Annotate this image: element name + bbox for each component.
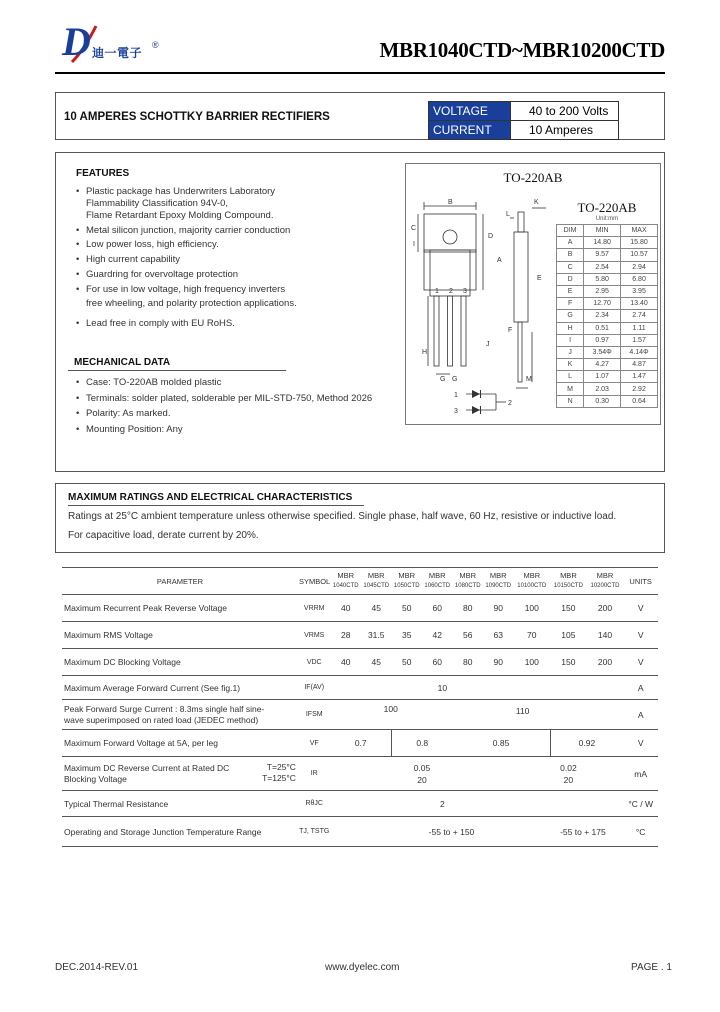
table-cell: 2.74 <box>621 310 658 322</box>
dim-label-a: A <box>497 257 502 264</box>
table-cell: 1.57 <box>621 334 658 346</box>
table-row <box>557 395 658 407</box>
row-value: 70 <box>513 622 550 649</box>
value-avg-forward: 10 <box>330 676 623 700</box>
table-cell: D <box>557 273 584 285</box>
row-value: 45 <box>361 649 392 676</box>
table-row <box>62 676 658 700</box>
row-value: 56 <box>452 622 483 649</box>
table-cell: C <box>557 261 584 273</box>
table-cell: 2.03 <box>584 383 621 395</box>
table-cell: G <box>557 310 584 322</box>
characteristics-table <box>62 567 658 847</box>
table-cell: I <box>557 334 584 346</box>
model-number: 1080CTD <box>454 583 481 589</box>
dim-label-f: F <box>508 327 513 334</box>
row-value: 50 <box>391 595 422 622</box>
ratings-title: MAXIMUM RATINGS AND ELECTRICAL CHARACTERISTICS <box>68 492 353 503</box>
table-cell: A <box>557 237 584 249</box>
row-unit: V <box>623 649 658 676</box>
dim-label-g2: G <box>452 376 458 383</box>
package-drawing <box>405 163 661 425</box>
row-value: 42 <box>422 622 453 649</box>
table-row <box>62 757 658 791</box>
table-cell: 13.40 <box>621 298 658 310</box>
value-surge-1: 100 <box>330 700 422 730</box>
table-row <box>557 261 658 273</box>
row-value: 100 <box>513 649 550 676</box>
value-vf-1: 0.7 <box>330 730 391 757</box>
header-units: UNITS <box>623 568 658 595</box>
document-title: MBR1040CTD~MBR10200CTD <box>379 38 665 62</box>
model-number: 10100CTD <box>517 583 547 589</box>
column-header: MAX <box>621 225 658 237</box>
row-value: 105 <box>550 622 587 649</box>
symbol-forward-voltage: VF <box>298 730 331 757</box>
table-row <box>557 249 658 261</box>
table-cell: 15.80 <box>621 237 658 249</box>
table-cell: 9.57 <box>584 249 621 261</box>
param-ir-line-2: Blocking Voltage <box>64 773 127 784</box>
list-item: • High current capability <box>74 254 374 266</box>
list-item: • Guardring for overvoltage protection <box>74 269 374 281</box>
row-value: 40 <box>330 595 361 622</box>
header-model <box>361 568 392 595</box>
row-value: 31.5 <box>361 622 392 649</box>
list-item: • Lead free in comply with EU RoHS. <box>74 318 374 330</box>
table-header-row <box>62 568 658 595</box>
table-row <box>557 371 658 383</box>
row-unit: V <box>623 595 658 622</box>
table-row <box>557 273 658 285</box>
table-cell: 4.14Φ <box>621 346 658 358</box>
table-cell: J <box>557 346 584 358</box>
value-surge-2: 110 <box>422 700 623 730</box>
header-model <box>587 568 624 595</box>
symbol-temperature-range: TJ, TSTG <box>298 817 331 847</box>
header-parameter: PARAMETER <box>62 568 298 595</box>
value-thermal-resistance: 2 <box>330 791 623 817</box>
pin-label-1: 1 <box>435 288 439 295</box>
dimension-unit: Unit:mm <box>595 216 619 222</box>
param-surge-line-1: Peak Forward Surge Current : 8.3ms single half sine- <box>64 703 265 714</box>
row-value: 140 <box>587 622 624 649</box>
ratings-note-2: For capacitive load, derate current by 20%. <box>68 530 259 541</box>
column-header: DIM <box>557 225 584 237</box>
model-number: 10150CTD <box>553 583 583 589</box>
model-number: 1050CTD <box>393 583 420 589</box>
table-cell: 0.64 <box>621 395 658 407</box>
dim-label-j: J <box>486 341 490 348</box>
model-number: 1090CTD <box>485 583 512 589</box>
symbol-reverse-current: IR <box>298 757 331 791</box>
table-cell: 2.95 <box>584 285 621 297</box>
footer-website: www.dyelec.com <box>325 962 400 973</box>
unit-reverse-current: mA <box>623 757 658 791</box>
row-value: 200 <box>587 595 624 622</box>
table-cell: 2.54 <box>584 261 621 273</box>
row-value: 35 <box>391 622 422 649</box>
value-ir-group-a <box>330 757 513 791</box>
table-header-row <box>557 225 658 237</box>
value-temp-2: -55 to + 175 <box>513 817 623 847</box>
current-value: 10 Amperes <box>511 121 619 140</box>
row-value: 45 <box>361 595 392 622</box>
table-cell: 1.07 <box>584 371 621 383</box>
value-temp-1: -55 to + 150 <box>330 817 513 847</box>
table-cell: 14.80 <box>584 237 621 249</box>
unit-thermal-resistance: °C / W <box>623 791 658 817</box>
table-row <box>557 285 658 297</box>
value-vf-3: 0.85 <box>452 730 550 757</box>
list-item: • Low power loss, high efficiency. <box>74 239 374 251</box>
package-title: TO-220AB <box>503 170 563 185</box>
header-model <box>550 568 587 595</box>
table-row <box>557 298 658 310</box>
symbol-surge: IFSM <box>298 700 331 730</box>
dim-label-m: M <box>526 376 532 383</box>
temp-condition-125: T=125°C <box>262 773 296 783</box>
list-item: • Metal silicon junction, majority carrier conduction <box>74 225 374 237</box>
row-symbol: VRRM <box>298 595 331 622</box>
table-cell: M <box>557 383 584 395</box>
dim-label-l: L <box>506 211 510 218</box>
table-cell: B <box>557 249 584 261</box>
param-thermal-resistance: Typical Thermal Resistance <box>62 791 298 817</box>
model-prefix: MBR <box>337 571 355 580</box>
ratings-note-1: Ratings at 25°C ambient temperature unless otherwise specified. Single phase, half wave, 60 Hz, resistive or inductive load. <box>68 511 617 522</box>
table-row <box>62 622 658 649</box>
header-divider <box>55 72 665 74</box>
table-cell: 5.80 <box>584 273 621 285</box>
list-item: • For use in low voltage, high frequency inverters <box>74 284 374 296</box>
row-value: 40 <box>330 649 361 676</box>
row-symbol: VDC <box>298 649 331 676</box>
dim-label-b: B <box>448 199 453 206</box>
table-cell: 3.54Φ <box>584 346 621 358</box>
list-item: free wheeling, and polarity protection applications. <box>86 298 297 310</box>
symbol-avg-forward: IF(AV) <box>298 676 331 700</box>
row-value: 90 <box>483 595 514 622</box>
dim-label-i: I <box>413 241 415 248</box>
table-row <box>62 791 658 817</box>
list-item: • Case: TO-220AB molded plastic <box>74 375 404 391</box>
dim-label-e: E <box>537 275 542 282</box>
dim-label-h: H <box>422 349 428 356</box>
voltage-value: 40 to 200 Volts <box>511 102 619 121</box>
diode-pin-2: 2 <box>508 400 512 407</box>
model-number: 1045CTD <box>363 583 390 589</box>
mechanical-divider <box>68 370 286 371</box>
row-value: 63 <box>483 622 514 649</box>
model-prefix: MBR <box>398 571 416 580</box>
table-cell: 2.92 <box>621 383 658 395</box>
header-model <box>483 568 514 595</box>
logo-company-name: 迪一電子 <box>92 46 143 60</box>
row-value: 200 <box>587 649 624 676</box>
table-cell: 10.57 <box>621 249 658 261</box>
header-model <box>422 568 453 595</box>
row-parameter: Maximum Recurrent Peak Reverse Voltage <box>62 595 298 622</box>
diode-pin-3: 3 <box>454 408 458 415</box>
row-parameter: Maximum DC Blocking Voltage <box>62 649 298 676</box>
table-row <box>62 700 658 730</box>
param-temperature-range: Operating and Storage Junction Temperature Range <box>62 817 298 847</box>
model-prefix: MBR <box>523 571 541 580</box>
unit-surge: A <box>623 700 658 730</box>
table-row <box>62 817 658 847</box>
table-cell: E <box>557 285 584 297</box>
model-prefix: MBR <box>367 571 385 580</box>
table-row <box>62 730 658 757</box>
table-cell: 4.87 <box>621 359 658 371</box>
table-row <box>557 237 658 249</box>
package-outline-figure <box>406 188 556 424</box>
dimension-panel <box>556 200 658 408</box>
diode-pin-1: 1 <box>454 392 458 399</box>
row-parameter: Maximum RMS Voltage <box>62 622 298 649</box>
list-item: • Terminals: solder plated, solderable per MIL-STD-750, Method 2026 <box>74 391 404 407</box>
dimension-table-title: TO-220AB <box>577 200 637 215</box>
model-prefix: MBR <box>560 571 577 580</box>
dimension-table <box>556 224 658 408</box>
header-model <box>391 568 422 595</box>
company-logo <box>62 20 172 68</box>
temp-condition-25: T=25°C <box>266 762 296 772</box>
pin-label-2: 2 <box>449 288 453 295</box>
table-row <box>557 346 658 358</box>
header-model <box>513 568 550 595</box>
table-row <box>62 649 658 676</box>
model-prefix: MBR <box>459 571 477 580</box>
model-prefix: MBR <box>489 571 507 580</box>
model-prefix: MBR <box>428 571 446 580</box>
logo-letter: D <box>62 19 91 64</box>
table-cell: 2.94 <box>621 261 658 273</box>
row-value: 80 <box>452 595 483 622</box>
model-prefix: MBR <box>596 571 614 580</box>
table-cell: 12.70 <box>584 298 621 310</box>
row-value: 90 <box>483 649 514 676</box>
value-ir-b2: 20 <box>563 774 574 785</box>
table-cell: 2.34 <box>584 310 621 322</box>
table-row <box>557 310 658 322</box>
product-subtitle: 10 AMPERES SCHOTTKY BARRIER RECTIFIERS <box>64 111 330 123</box>
dim-label-g1: G <box>440 376 446 383</box>
table-cell: 0.97 <box>584 334 621 346</box>
mechanical-heading: MECHANICAL DATA <box>74 357 171 368</box>
row-value: 60 <box>422 595 453 622</box>
table-cell: 0.30 <box>584 395 621 407</box>
list-item: Flammability Classification 94V-0, <box>86 197 229 209</box>
table-cell: K <box>557 359 584 371</box>
model-number: 1060CTD <box>424 583 451 589</box>
row-value: 80 <box>452 649 483 676</box>
table-cell: 4.27 <box>584 359 621 371</box>
list-item: • Plastic package has Underwriters Laboratory <box>74 186 374 198</box>
table-cell: 1.11 <box>621 322 658 334</box>
table-row <box>557 334 658 346</box>
table-row <box>557 322 658 334</box>
row-value: 50 <box>391 649 422 676</box>
dim-label-c: C <box>411 225 417 232</box>
symbol-thermal-resistance: RθJC <box>298 791 331 817</box>
unit-forward-voltage: V <box>623 730 658 757</box>
list-item: Flame Retardant Epoxy Molding Compound. <box>86 209 274 221</box>
unit-temperature-range: °C <box>623 817 658 847</box>
unit-avg-forward: A <box>623 676 658 700</box>
table-cell: F <box>557 298 584 310</box>
voltage-current-table <box>428 101 619 140</box>
param-ir-line-1: Maximum DC Reverse Current at Rated DC <box>64 762 230 773</box>
value-ir-group-b <box>513 757 623 791</box>
param-surge <box>62 700 298 730</box>
value-ir-a2: 20 <box>417 774 427 785</box>
voltage-label: VOLTAGE <box>429 102 511 121</box>
table-row <box>62 595 658 622</box>
value-ir-b1: 0.02 <box>560 762 577 773</box>
features-list <box>74 186 374 330</box>
model-number: 1040CTD <box>332 583 359 589</box>
footer-page: PAGE . 1 <box>631 962 672 973</box>
table-cell: L <box>557 371 584 383</box>
param-forward-voltage: Maximum Forward Voltage at 5A, per leg <box>62 730 298 757</box>
registered-mark: ® <box>152 40 159 50</box>
mechanical-list <box>74 375 404 437</box>
table-cell: 0.51 <box>584 322 621 334</box>
header-symbol: SYMBOL <box>298 568 331 595</box>
row-value: 60 <box>422 649 453 676</box>
value-vf-2: 0.8 <box>391 730 452 757</box>
dim-label-k: K <box>534 199 539 206</box>
param-avg-forward: Maximum Average Forward Current (See fig.1) <box>62 676 298 700</box>
features-heading: FEATURES <box>76 168 130 179</box>
footer-revision: DEC.2014-REV.01 <box>55 962 139 973</box>
row-value: 150 <box>550 649 587 676</box>
table-row <box>557 383 658 395</box>
value-vf-4: 0.92 <box>550 730 623 757</box>
row-unit: V <box>623 622 658 649</box>
row-value: 150 <box>550 595 587 622</box>
table-cell: 3.95 <box>621 285 658 297</box>
dim-label-d: D <box>488 233 494 240</box>
table-cell: H <box>557 322 584 334</box>
value-ir-a1: 0.05 <box>413 762 431 773</box>
row-value: 28 <box>330 622 361 649</box>
row-symbol: VRMS <box>298 622 331 649</box>
model-number: 10200CTD <box>590 583 620 589</box>
table-cell: N <box>557 395 584 407</box>
list-item: • Polarity: As marked. <box>74 406 404 422</box>
list-item: • Mounting Position: Any <box>74 422 404 438</box>
header-model <box>452 568 483 595</box>
row-value: 100 <box>513 595 550 622</box>
pin-label-3: 3 <box>463 288 467 295</box>
table-cell: 1.47 <box>621 371 658 383</box>
param-reverse-current <box>62 757 298 791</box>
table-row <box>557 359 658 371</box>
table-cell: 6.80 <box>621 273 658 285</box>
ratings-divider <box>68 505 364 506</box>
param-surge-line-2: wave superimposed on rated load (JEDEC method) <box>64 714 259 725</box>
header-model <box>330 568 361 595</box>
column-header: MIN <box>584 225 621 237</box>
current-label: CURRENT <box>429 121 511 140</box>
